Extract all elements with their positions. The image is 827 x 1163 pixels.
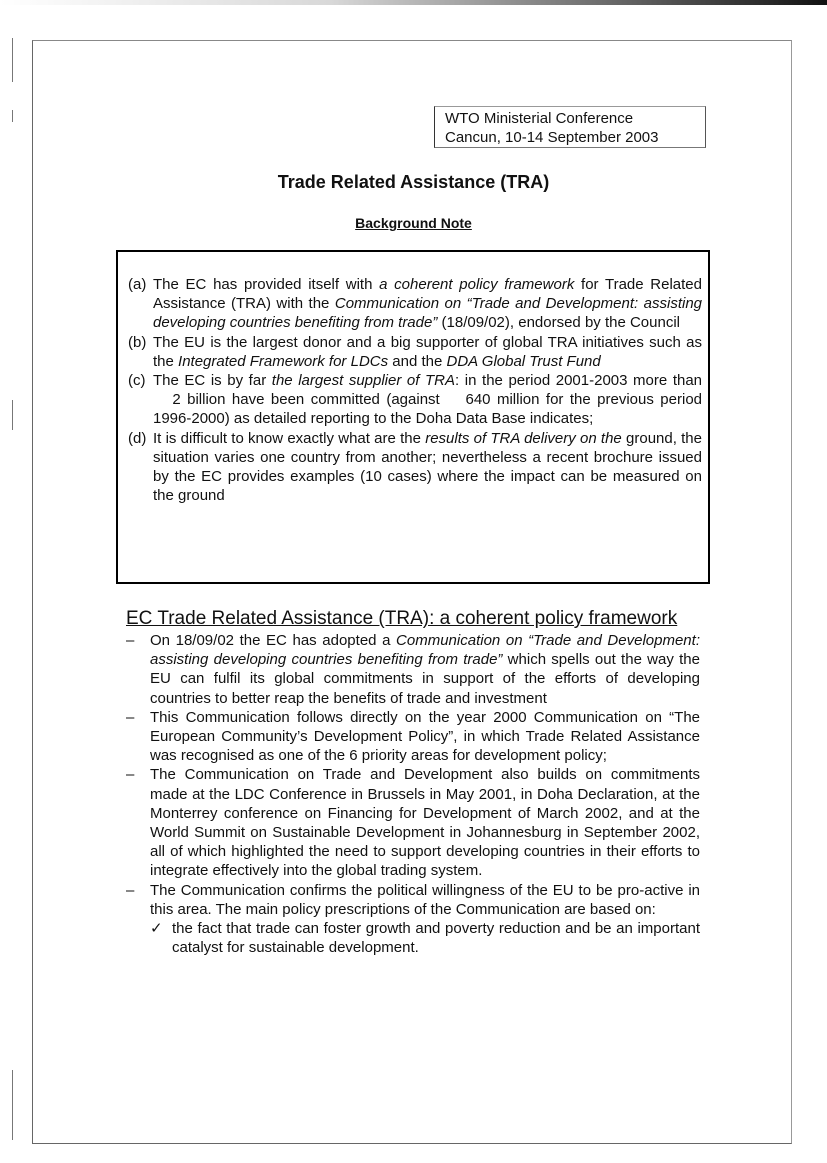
summary-text: The EC is by far [153,372,272,390]
bullet-emphasis: Communication on “Trade and Development: assisting developing countries benefiting from trade” [150,632,700,669]
summary-item-c [128,371,702,429]
scan-edge-mark [12,1070,13,1140]
summary-box [116,250,710,584]
summary-emphasis: DDA Global Trust Fund [446,352,601,370]
scan-edge-mark [12,400,13,430]
summary-text: The EU is the largest donor and a big supporter of global TRA initiatives such as the [153,333,702,370]
document-subtitle: Background Note [355,215,472,231]
summary-text: for Trade Related Assistance (TRA) with the [153,276,702,313]
summary-list [128,275,702,505]
summary-marker: (d) [128,429,147,447]
bullet-item [126,765,700,880]
summary-emphasis: results of TRA delivery on the [425,429,622,447]
summary-marker: (a) [128,276,147,293]
conference-location-date: Cancun, 10-14 September 2003 [445,129,659,146]
bullet-text: which spells out the way the EU can fulfil its global commitments in support of the efforts of developing countries to better reap the benefits of trade and investment [150,651,700,707]
summary-emphasis: the largest supplier of TRA [271,372,456,390]
summary-item-b [128,333,702,371]
scan-edge-mark [12,110,13,122]
bullet-text: The Communication on Trade and Development also builds on commitments made at the LDC Conference in Brussels in May 2001, in Doha Declaration, at the Monterrey conference on Financing for Development of March 2002, and at the World Summit on Sustainable Development in Johannesburg in September 2002, all of which highlighted the need to support developing countries in their efforts to integrate effectively into the global trading system. [150,766,700,880]
check-item [150,919,700,957]
summary-text: The EC has provided itself with [153,276,380,293]
scan-top-edge [0,0,827,5]
bullet-item [126,708,700,766]
bullet-text: On 18/09/02 the EC has adopted a [150,632,397,649]
section-heading: EC Trade Related Assistance (TRA): a coherent policy framework [126,608,678,629]
summary-emphasis: Integrated Framework for LDCs [178,352,389,370]
dash-bullet: – [126,881,135,899]
section-bullet-list [126,631,700,957]
dash-bullet: – [126,708,135,726]
summary-text: ground, the situation varies one country from another; nevertheless a recent brochure issued by the EC provides examples (10 cases) where the impact can be measured on the ground [153,429,702,505]
summary-emphasis: a coherent policy framework [379,276,575,293]
conference-box [434,106,706,148]
bullet-item [126,631,700,708]
summary-text: and the [388,352,447,370]
document-title: Trade Related Assistance (TRA) [277,172,550,192]
scan-edge-mark [12,38,13,82]
summary-item-a [128,275,702,333]
summary-emphasis: Communication on “Trade and Development: assisting developing countries benefiting from trade” [153,295,703,332]
summary-marker: (c) [128,372,146,390]
bullet-item [126,881,700,958]
summary-marker: (b) [128,333,147,351]
checkmark-icon: ✓ [150,920,163,938]
conference-name: WTO Ministerial Conference [445,110,634,127]
dash-bullet: – [126,766,135,784]
bullet-text: This Communication follows directly on the year 2000 Communication on “The European Community’s Development Policy”, in which Trade Related Assistance was recognised as one of the 6 priority areas for development policy; [150,708,700,765]
page-frame [32,40,792,1144]
check-item-text: the fact that trade can foster growth and poverty reduction and be an important catalyst for sustainable development. [172,920,700,957]
bullet-text: The Communication confirms the political willingness of the EU to be pro-active in this area. The main policy prescriptions of the Communication are based on: [150,881,700,918]
dash-bullet: – [126,632,135,649]
summary-text: (18/09/02), endorsed by the Council [437,314,680,332]
summary-text: It is difficult to know exactly what are the [153,429,426,447]
summary-text: : in the period 2001-2003 more than 2 billion have been committed (against 640 million for the previous period 1996-2000) as detailed reporting to the Doha Data Base indicates; [153,372,703,428]
summary-item-d [128,429,702,506]
